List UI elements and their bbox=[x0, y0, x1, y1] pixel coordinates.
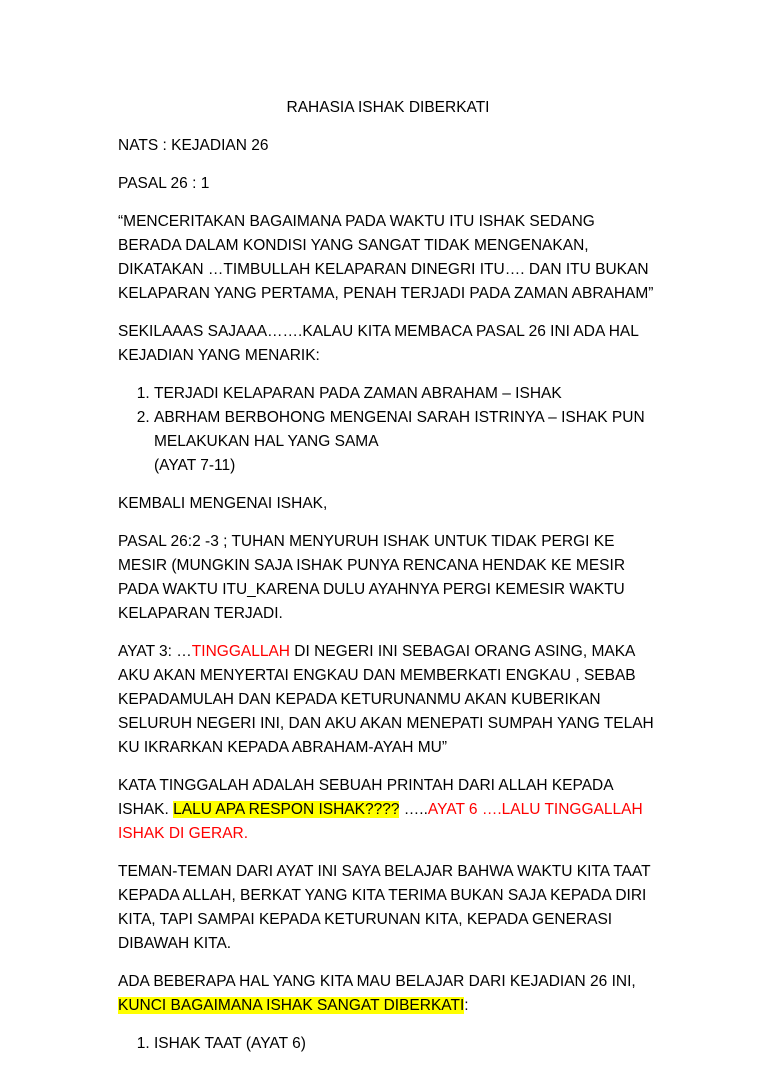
ayat3-prefix: AYAT 3: … bbox=[118, 643, 192, 660]
ada-prefix: ADA BEBERAPA HAL YANG KITA MAU BELAJAR DARI KEJADIAN 26 INI, bbox=[118, 973, 636, 990]
ayat-note: (AYAT 7-11) bbox=[154, 457, 236, 474]
pasal-line: PASAL 26 : 1 bbox=[118, 175, 210, 192]
document-body bbox=[118, 96, 658, 1070]
kembali-paragraph: KEMBALI MENGENAI ISHAK, bbox=[118, 495, 328, 512]
kata-paragraph bbox=[118, 774, 658, 846]
quote-paragraph: “MENCERITAKAN BAGAIMANA PADA WAKTU ITU ISHAK SEDANG BERADA DALAM KONDISI YANG SANGAT TIDAK MENGENAKAN, DIKATAKAN …TIMBULLAH KELAPARAN DINEGRI ITU…. DAN ITU BUKAN KELAPARAN YANG PERTAMA, PENAH TERJADI PADA ZAMAN ABRAHAM” bbox=[118, 213, 654, 302]
pasal2-paragraph: PASAL 26:2 -3 ; TUHAN MENYURUH ISHAK UNTUK TIDAK PERGI KE MESIR (MUNGKIN SAJA ISHAK PUNYA RENCANA HENDAK KE MESIR PADA WAKTU ITU_KARENA DULU AYAHNYA PERGI KEMESIR WAKTU KELAPARAN TERJADI. bbox=[118, 533, 626, 622]
list-item: 1. TERJADI KELAPARAN PADA ZAMAN ABRAHAM – ISHAK bbox=[154, 382, 658, 406]
ayat3-red-word: TINGGALLAH bbox=[191, 643, 290, 660]
kata-red: AYAT 6 ….LALU TINGGALLAH ISHAK DI GERAR. bbox=[118, 801, 643, 842]
numbered-list-2 bbox=[118, 1032, 658, 1056]
kata-prefix: KATA TINGGALAH ADALAH SEBUAH PRINTAH DARI ALLAH KEPADA ISHAK. bbox=[118, 777, 613, 818]
list-item bbox=[154, 406, 658, 478]
list-item-text: ABRHAM BERBOHONG MENGENAI SARAH ISTRINYA – ISHAK PUN MELAKUKAN HAL YANG SAMA bbox=[154, 409, 645, 450]
document-title: RAHASIA ISHAK DIBERKATI bbox=[286, 99, 490, 116]
intro-paragraph: SEKILAAAS SAJAAA…….KALAU KITA MEMBACA PASAL 26 INI ADA HAL KEJADIAN YANG MENARIK: bbox=[118, 323, 639, 364]
list-item: 1. ISHAK TAAT (AYAT 6) bbox=[154, 1032, 658, 1056]
ada-paragraph bbox=[118, 970, 658, 1018]
teman-paragraph: TEMAN-TEMAN DARI AYAT INI SAYA BELAJAR BAHWA WAKTU KITA TAAT KEPADA ALLAH, BERKAT YANG KITA TERIMA BUKAN SAJA KEPADA DIRI KITA, TAPI SAMPAI KEPADA KETURUNAN KITA, KEPADA GENERASI DIBAWAH KITA. bbox=[118, 863, 651, 952]
kata-highlight: LALU APA RESPON ISHAK???? bbox=[173, 801, 400, 818]
kata-middle: ….. bbox=[399, 801, 428, 818]
ayat3-paragraph bbox=[118, 640, 658, 760]
numbered-list-1 bbox=[118, 382, 658, 478]
ada-highlight: KUNCI BAGAIMANA ISHAK SANGAT DIBERKATI bbox=[118, 997, 465, 1014]
ayat3-rest: DI NEGERI INI SEBAGAI ORANG ASING, MAKA AKU AKAN MENYERTAI ENGKAU DAN MEMBERKATI ENGKAU , SEBAB KEPADAMULAH DAN KEPADA KETURUNANMU AKAN KUBERIKAN SELURUH NEGERI INI, DAN AKU AKAN MENEPATI SUMPAH YANG TELAH KU IKRARKAN KEPADA ABRAHAM-AYAH MU” bbox=[118, 643, 654, 756]
ada-suffix: : bbox=[464, 997, 469, 1014]
nats-line: NATS : KEJADIAN 26 bbox=[118, 137, 269, 154]
